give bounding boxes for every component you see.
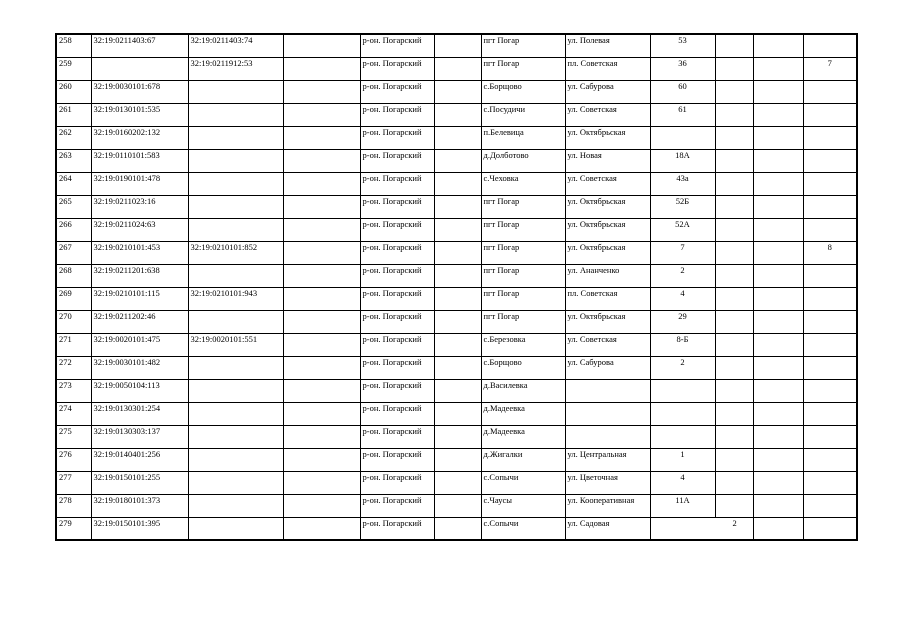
extra-value-cell xyxy=(715,311,753,334)
street-cell: ул. Сабурова xyxy=(565,357,650,380)
row-number-cell: 271 xyxy=(56,334,91,357)
house-number-cell: 2 xyxy=(650,265,715,288)
apartment-number-cell xyxy=(803,173,857,196)
table-row xyxy=(56,518,857,541)
table-row xyxy=(56,104,857,127)
locality-cell: п.Белевица xyxy=(481,127,565,150)
apartment-number-cell: 8 xyxy=(803,242,857,265)
extra-value-cell xyxy=(715,357,753,380)
district-cell: р-он. Погарский xyxy=(360,196,434,219)
empty-cell xyxy=(434,34,481,58)
house-number-cell: 52Б xyxy=(650,196,715,219)
empty-cell xyxy=(434,104,481,127)
extra-value-cell xyxy=(753,288,803,311)
empty-cell xyxy=(434,219,481,242)
district-cell: р-он. Погарский xyxy=(360,311,434,334)
apartment-number-cell xyxy=(803,449,857,472)
extra-value-cell xyxy=(715,334,753,357)
cadastral-number-cell: 32:19:0030101:678 xyxy=(91,81,188,104)
cadastral-number-cell: 32:19:0130301:254 xyxy=(91,403,188,426)
extra-value-cell xyxy=(715,219,753,242)
house-number-cell xyxy=(650,403,715,426)
house-number-cell xyxy=(650,426,715,449)
empty-cell xyxy=(434,242,481,265)
locality-cell: с.Сопычи xyxy=(481,472,565,495)
empty-cell xyxy=(434,472,481,495)
extra-value-cell xyxy=(715,58,753,81)
linked-cadastral-number-cell: 32:19:0211912:53 xyxy=(188,58,283,81)
table-row xyxy=(56,242,857,265)
linked-cadastral-number-cell: 32:19:0211403:74 xyxy=(188,34,283,58)
extra-value-cell xyxy=(715,34,753,58)
extra-value-cell xyxy=(715,426,753,449)
house-number-cell: 4 xyxy=(650,288,715,311)
table-row xyxy=(56,426,857,449)
house-number-cell: 1 xyxy=(650,449,715,472)
table-row xyxy=(56,311,857,334)
empty-cell xyxy=(434,127,481,150)
row-number-cell: 263 xyxy=(56,150,91,173)
empty-cell xyxy=(283,380,360,403)
empty-cell xyxy=(434,288,481,311)
cadastral-number-cell: 32:19:0180101:373 xyxy=(91,495,188,518)
district-cell: р-он. Погарский xyxy=(360,380,434,403)
apartment-number-cell xyxy=(803,196,857,219)
empty-cell xyxy=(434,81,481,104)
extra-value-cell xyxy=(753,173,803,196)
row-number-cell: 265 xyxy=(56,196,91,219)
extra-value-cell xyxy=(715,150,753,173)
locality-cell: пгт Погар xyxy=(481,219,565,242)
extra-value-cell xyxy=(715,288,753,311)
empty-cell xyxy=(283,495,360,518)
apartment-number-cell xyxy=(803,426,857,449)
linked-cadastral-number-cell xyxy=(188,311,283,334)
empty-cell xyxy=(283,58,360,81)
linked-cadastral-number-cell xyxy=(188,449,283,472)
cadastral-number-cell: 32:19:0160202:132 xyxy=(91,127,188,150)
district-cell: р-он. Погарский xyxy=(360,34,434,58)
extra-value-cell xyxy=(715,81,753,104)
house-number-cell xyxy=(650,518,715,541)
empty-cell xyxy=(434,518,481,541)
extra-value-cell xyxy=(715,265,753,288)
row-number-cell: 261 xyxy=(56,104,91,127)
extra-value-cell xyxy=(753,104,803,127)
apartment-number-cell xyxy=(803,380,857,403)
table-row xyxy=(56,495,857,518)
extra-value-cell xyxy=(715,173,753,196)
linked-cadastral-number-cell: 32:19:0020101:551 xyxy=(188,334,283,357)
locality-cell: пгт Погар xyxy=(481,265,565,288)
locality-cell: пгт Погар xyxy=(481,288,565,311)
extra-value-cell xyxy=(715,472,753,495)
street-cell: пл. Советская xyxy=(565,58,650,81)
empty-cell xyxy=(283,426,360,449)
cadastral-number-cell: 32:19:0050104:113 xyxy=(91,380,188,403)
extra-value-cell xyxy=(715,380,753,403)
table-row xyxy=(56,288,857,311)
house-number-cell: 53 xyxy=(650,34,715,58)
linked-cadastral-number-cell xyxy=(188,196,283,219)
extra-value-cell xyxy=(715,242,753,265)
apartment-number-cell xyxy=(803,288,857,311)
locality-cell: пгт Погар xyxy=(481,242,565,265)
empty-cell xyxy=(434,357,481,380)
extra-value-cell xyxy=(753,472,803,495)
extra-value-cell xyxy=(753,449,803,472)
apartment-number-cell xyxy=(803,127,857,150)
row-number-cell: 268 xyxy=(56,265,91,288)
linked-cadastral-number-cell xyxy=(188,357,283,380)
extra-value-cell xyxy=(753,311,803,334)
street-cell xyxy=(565,426,650,449)
extra-value-cell xyxy=(715,403,753,426)
registry-table xyxy=(55,33,858,541)
house-number-cell: 11А xyxy=(650,495,715,518)
locality-cell: пгт Погар xyxy=(481,196,565,219)
row-number-cell: 266 xyxy=(56,219,91,242)
locality-cell: д.Мадеевка xyxy=(481,403,565,426)
cadastral-number-cell: 32:19:0020101:475 xyxy=(91,334,188,357)
linked-cadastral-number-cell xyxy=(188,265,283,288)
street-cell: ул. Октябрьская xyxy=(565,242,650,265)
empty-cell xyxy=(283,311,360,334)
linked-cadastral-number-cell xyxy=(188,173,283,196)
cadastral-number-cell: 32:19:0190101:478 xyxy=(91,173,188,196)
apartment-number-cell xyxy=(803,357,857,380)
apartment-number-cell xyxy=(803,81,857,104)
empty-cell xyxy=(434,426,481,449)
table-row xyxy=(56,58,857,81)
locality-cell: пгт Погар xyxy=(481,58,565,81)
table-row xyxy=(56,219,857,242)
apartment-number-cell xyxy=(803,34,857,58)
empty-cell xyxy=(283,173,360,196)
row-number-cell: 275 xyxy=(56,426,91,449)
street-cell: ул. Октябрьская xyxy=(565,127,650,150)
district-cell: р-он. Погарский xyxy=(360,495,434,518)
linked-cadastral-number-cell xyxy=(188,472,283,495)
locality-cell: с.Чаусы xyxy=(481,495,565,518)
row-number-cell: 277 xyxy=(56,472,91,495)
cadastral-number-cell: 32:19:0211403:67 xyxy=(91,34,188,58)
extra-value-cell xyxy=(715,495,753,518)
street-cell: ул. Октябрьская xyxy=(565,196,650,219)
house-number-cell: 43а xyxy=(650,173,715,196)
locality-cell: пгт Погар xyxy=(481,311,565,334)
linked-cadastral-number-cell xyxy=(188,495,283,518)
street-cell: ул. Полевая xyxy=(565,34,650,58)
extra-value-cell xyxy=(753,34,803,58)
extra-value-cell xyxy=(753,58,803,81)
district-cell: р-он. Погарский xyxy=(360,150,434,173)
table-row xyxy=(56,34,857,58)
empty-cell xyxy=(434,403,481,426)
empty-cell xyxy=(283,104,360,127)
linked-cadastral-number-cell xyxy=(188,403,283,426)
empty-cell xyxy=(434,380,481,403)
district-cell: р-он. Погарский xyxy=(360,288,434,311)
apartment-number-cell xyxy=(803,265,857,288)
district-cell: р-он. Погарский xyxy=(360,265,434,288)
house-number-cell: 60 xyxy=(650,81,715,104)
row-number-cell: 267 xyxy=(56,242,91,265)
house-number-cell: 2 xyxy=(650,357,715,380)
house-number-cell: 61 xyxy=(650,104,715,127)
extra-value-cell: 2 xyxy=(715,518,753,541)
empty-cell xyxy=(283,265,360,288)
street-cell xyxy=(565,403,650,426)
empty-cell xyxy=(283,518,360,541)
table-row xyxy=(56,173,857,196)
extra-value-cell xyxy=(753,518,803,541)
apartment-number-cell xyxy=(803,518,857,541)
apartment-number-cell xyxy=(803,150,857,173)
street-cell: ул. Советская xyxy=(565,173,650,196)
row-number-cell: 270 xyxy=(56,311,91,334)
empty-cell xyxy=(283,150,360,173)
empty-cell xyxy=(434,173,481,196)
district-cell: р-он. Погарский xyxy=(360,357,434,380)
cadastral-number-cell xyxy=(91,58,188,81)
apartment-number-cell: 7 xyxy=(803,58,857,81)
extra-value-cell xyxy=(715,196,753,219)
street-cell: ул. Октябрьская xyxy=(565,311,650,334)
linked-cadastral-number-cell xyxy=(188,219,283,242)
table-row xyxy=(56,150,857,173)
house-number-cell: 18А xyxy=(650,150,715,173)
apartment-number-cell xyxy=(803,311,857,334)
row-number-cell: 273 xyxy=(56,380,91,403)
cadastral-number-cell: 32:19:0210101:115 xyxy=(91,288,188,311)
district-cell: р-он. Погарский xyxy=(360,472,434,495)
registry-body xyxy=(56,34,857,540)
locality-cell: с.Чеховка xyxy=(481,173,565,196)
street-cell: ул. Сабурова xyxy=(565,81,650,104)
extra-value-cell xyxy=(753,357,803,380)
district-cell: р-он. Погарский xyxy=(360,242,434,265)
empty-cell xyxy=(434,334,481,357)
table-row xyxy=(56,449,857,472)
table-row xyxy=(56,403,857,426)
district-cell: р-он. Погарский xyxy=(360,426,434,449)
empty-cell xyxy=(434,58,481,81)
house-number-cell: 52А xyxy=(650,219,715,242)
apartment-number-cell xyxy=(803,219,857,242)
empty-cell xyxy=(434,311,481,334)
locality-cell: с.Березовка xyxy=(481,334,565,357)
district-cell: р-он. Погарский xyxy=(360,518,434,541)
extra-value-cell xyxy=(753,242,803,265)
linked-cadastral-number-cell xyxy=(188,150,283,173)
house-number-cell xyxy=(650,380,715,403)
locality-cell: с.Борщово xyxy=(481,81,565,104)
street-cell: ул. Цветочная xyxy=(565,472,650,495)
house-number-cell: 36 xyxy=(650,58,715,81)
cadastral-number-cell: 32:19:0130303:137 xyxy=(91,426,188,449)
cadastral-number-cell: 32:19:0150101:255 xyxy=(91,472,188,495)
locality-cell: с.Сопычи xyxy=(481,518,565,541)
empty-cell xyxy=(434,265,481,288)
empty-cell xyxy=(283,81,360,104)
empty-cell xyxy=(283,219,360,242)
street-cell: ул. Октябрьская xyxy=(565,219,650,242)
cadastral-number-cell: 32:19:0110101:583 xyxy=(91,150,188,173)
empty-cell xyxy=(283,196,360,219)
district-cell: р-он. Погарский xyxy=(360,81,434,104)
empty-cell xyxy=(283,288,360,311)
cadastral-number-cell: 32:19:0211023:16 xyxy=(91,196,188,219)
row-number-cell: 259 xyxy=(56,58,91,81)
linked-cadastral-number-cell xyxy=(188,380,283,403)
empty-cell xyxy=(283,403,360,426)
district-cell: р-он. Погарский xyxy=(360,58,434,81)
extra-value-cell xyxy=(753,81,803,104)
table-row xyxy=(56,196,857,219)
locality-cell: с.Борщово xyxy=(481,357,565,380)
house-number-cell: 29 xyxy=(650,311,715,334)
linked-cadastral-number-cell xyxy=(188,127,283,150)
table-row xyxy=(56,127,857,150)
district-cell: р-он. Погарский xyxy=(360,334,434,357)
street-cell: ул. Советская xyxy=(565,334,650,357)
street-cell: пл. Советская xyxy=(565,288,650,311)
empty-cell xyxy=(434,449,481,472)
empty-cell xyxy=(434,196,481,219)
row-number-cell: 264 xyxy=(56,173,91,196)
locality-cell: д.Долботово xyxy=(481,150,565,173)
extra-value-cell xyxy=(753,150,803,173)
empty-cell xyxy=(283,127,360,150)
linked-cadastral-number-cell xyxy=(188,426,283,449)
apartment-number-cell xyxy=(803,403,857,426)
district-cell: р-он. Погарский xyxy=(360,449,434,472)
cadastral-number-cell: 32:19:0211201:638 xyxy=(91,265,188,288)
apartment-number-cell xyxy=(803,104,857,127)
table-row xyxy=(56,357,857,380)
table-row xyxy=(56,334,857,357)
empty-cell xyxy=(283,242,360,265)
apartment-number-cell xyxy=(803,472,857,495)
row-number-cell: 274 xyxy=(56,403,91,426)
locality-cell: д.Василевка xyxy=(481,380,565,403)
row-number-cell: 260 xyxy=(56,81,91,104)
house-number-cell: 8-Б xyxy=(650,334,715,357)
linked-cadastral-number-cell xyxy=(188,518,283,541)
table-row xyxy=(56,81,857,104)
row-number-cell: 269 xyxy=(56,288,91,311)
cadastral-number-cell: 32:19:0211202:46 xyxy=(91,311,188,334)
apartment-number-cell xyxy=(803,334,857,357)
cadastral-number-cell: 32:19:0210101:453 xyxy=(91,242,188,265)
empty-cell xyxy=(434,150,481,173)
extra-value-cell xyxy=(753,196,803,219)
table-row xyxy=(56,472,857,495)
row-number-cell: 279 xyxy=(56,518,91,541)
street-cell: ул. Центральная xyxy=(565,449,650,472)
district-cell: р-он. Погарский xyxy=(360,104,434,127)
extra-value-cell xyxy=(753,380,803,403)
district-cell: р-он. Погарский xyxy=(360,173,434,196)
cadastral-number-cell: 32:19:0211024:63 xyxy=(91,219,188,242)
extra-value-cell xyxy=(753,265,803,288)
house-number-cell: 7 xyxy=(650,242,715,265)
extra-value-cell xyxy=(715,127,753,150)
row-number-cell: 262 xyxy=(56,127,91,150)
street-cell: ул. Ананченко xyxy=(565,265,650,288)
extra-value-cell xyxy=(753,334,803,357)
row-number-cell: 278 xyxy=(56,495,91,518)
locality-cell: пгт Погар xyxy=(481,34,565,58)
district-cell: р-он. Погарский xyxy=(360,127,434,150)
street-cell: ул. Новая xyxy=(565,150,650,173)
extra-value-cell xyxy=(715,104,753,127)
district-cell: р-он. Погарский xyxy=(360,403,434,426)
extra-value-cell xyxy=(715,449,753,472)
row-number-cell: 272 xyxy=(56,357,91,380)
linked-cadastral-number-cell xyxy=(188,104,283,127)
empty-cell xyxy=(283,357,360,380)
house-number-cell xyxy=(650,127,715,150)
cadastral-number-cell: 32:19:0030101:482 xyxy=(91,357,188,380)
extra-value-cell xyxy=(753,495,803,518)
row-number-cell: 258 xyxy=(56,34,91,58)
empty-cell xyxy=(283,34,360,58)
extra-value-cell xyxy=(753,403,803,426)
table-row xyxy=(56,380,857,403)
apartment-number-cell xyxy=(803,495,857,518)
extra-value-cell xyxy=(753,426,803,449)
locality-cell: д.Мадеевка xyxy=(481,426,565,449)
district-cell: р-он. Погарский xyxy=(360,219,434,242)
street-cell: ул. Кооперативная xyxy=(565,495,650,518)
empty-cell xyxy=(283,449,360,472)
locality-cell: с.Посудичи xyxy=(481,104,565,127)
linked-cadastral-number-cell: 32:19:0210101:943 xyxy=(188,288,283,311)
street-cell: ул. Советская xyxy=(565,104,650,127)
empty-cell xyxy=(283,472,360,495)
linked-cadastral-number-cell xyxy=(188,81,283,104)
locality-cell: д.Жигалки xyxy=(481,449,565,472)
house-number-cell: 4 xyxy=(650,472,715,495)
empty-cell xyxy=(434,495,481,518)
extra-value-cell xyxy=(753,127,803,150)
table-row xyxy=(56,265,857,288)
extra-value-cell xyxy=(753,219,803,242)
street-cell: ул. Садовая xyxy=(565,518,650,541)
row-number-cell: 276 xyxy=(56,449,91,472)
cadastral-number-cell: 32:19:0140401:256 xyxy=(91,449,188,472)
cadastral-number-cell: 32:19:0130101:535 xyxy=(91,104,188,127)
linked-cadastral-number-cell: 32:19:0210101:852 xyxy=(188,242,283,265)
empty-cell xyxy=(283,334,360,357)
street-cell xyxy=(565,380,650,403)
cadastral-number-cell: 32:19:0150101:395 xyxy=(91,518,188,541)
